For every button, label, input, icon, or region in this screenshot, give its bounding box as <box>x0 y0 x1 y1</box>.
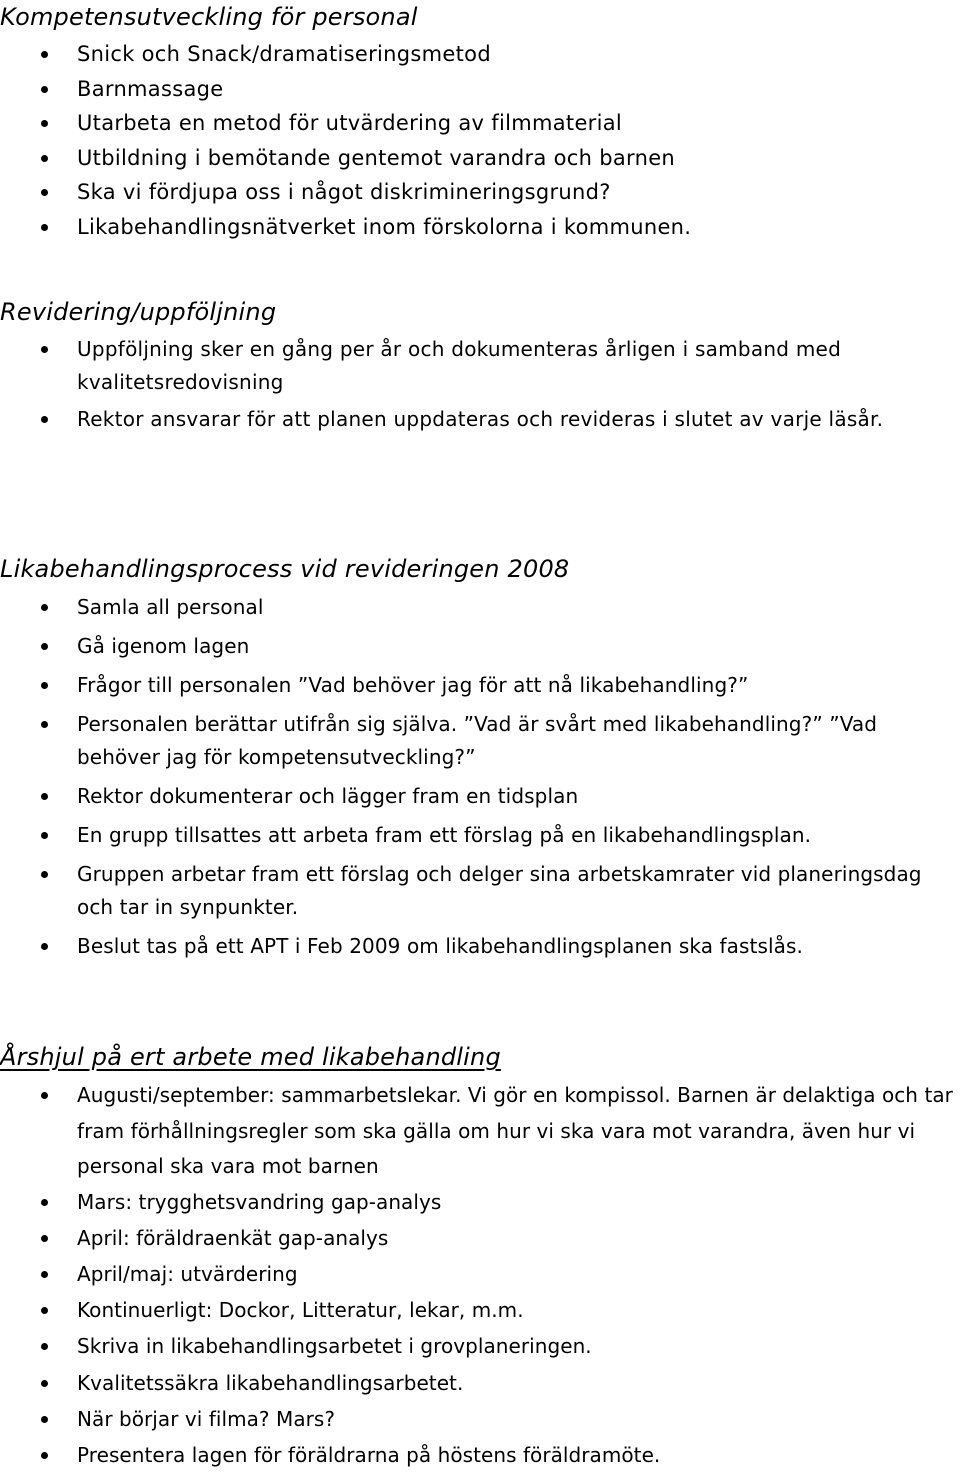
list-item <box>0 1366 960 1402</box>
bullet-icon <box>41 1235 48 1242</box>
list-item <box>0 1221 960 1257</box>
list-item <box>0 1329 960 1365</box>
section-heading: Likabehandlingsprocess vid revideringen 2008 <box>0 555 570 583</box>
bullet-list <box>0 1078 960 1473</box>
bullet-icon <box>41 1307 48 1314</box>
bullet-icon <box>41 346 48 353</box>
list-item-text: Mars: trygghetsvandring gap-analys <box>77 1190 442 1215</box>
section-kompetensutveckling <box>0 0 960 245</box>
list-item <box>0 930 960 963</box>
list-item-text: Rektor dokumenterar och lägger fram en tidsplan <box>77 784 579 808</box>
section-likabehandlingsprocess <box>0 552 960 969</box>
list-item-text: Kontinuerligt: Dockor, Litteratur, lekar, m.m. <box>77 1298 524 1323</box>
bullet-icon <box>41 1343 48 1350</box>
bullet-icon <box>41 1271 48 1278</box>
list-item-text: April/maj: utvärdering <box>77 1262 298 1287</box>
bullet-icon <box>41 120 48 127</box>
list-item <box>0 1402 960 1438</box>
list-item <box>0 1257 960 1293</box>
bullet-icon <box>41 1416 48 1423</box>
bullet-list <box>0 333 960 436</box>
bullet-icon <box>41 155 48 162</box>
list-item <box>0 858 960 924</box>
bullet-icon <box>41 721 48 728</box>
list-item-text: April: föräldraenkät gap-analys <box>77 1226 389 1251</box>
list-item-text: Gruppen arbetar fram ett förslag och delger sina arbetskamrater vid planeringsdag och tar in synpunkter. <box>77 862 922 919</box>
list-item-text: Rektor ansvarar för att planen uppdateras och revideras i slutet av varje läsår. <box>77 407 884 431</box>
list-item <box>0 72 960 107</box>
list-item-text: Frågor till personalen ”Vad behöver jag för att nå likabehandling?” <box>77 673 749 697</box>
list-item <box>0 1293 960 1329</box>
bullet-icon <box>41 1199 48 1206</box>
bullet-icon <box>41 871 48 878</box>
list-item-text: Barnmassage <box>77 76 224 101</box>
list-item <box>0 403 960 436</box>
bullet-icon <box>41 189 48 196</box>
bullet-icon <box>41 416 48 423</box>
list-item-text: När börjar vi filma? Mars? <box>77 1406 336 1431</box>
list-item-text: Augusti/september: sammarbetslekar. Vi gör en kompissol. Barnen är delaktiga och tar fram förhållningsregler som ska gälla om hur vi ska vara mot varandra, även hur vi personal ska vara mot barnen <box>77 1083 953 1178</box>
list-item <box>0 780 960 813</box>
list-item-text: Skriva in likabehandlingsarbetet i grovplaneringen. <box>77 1334 592 1359</box>
bullet-list <box>0 37 960 245</box>
list-item-text: Ska vi fördjupa oss i något diskrimineringsgrund? <box>77 180 611 205</box>
list-item-text: Utarbeta en metod för utvärdering av filmmaterial <box>77 111 623 136</box>
bullet-icon <box>41 86 48 93</box>
section-heading: Revidering/uppföljning <box>0 298 277 326</box>
list-item-text: Samla all personal <box>77 595 264 619</box>
section-arshjul <box>0 1040 960 1474</box>
bullet-icon <box>41 793 48 800</box>
section-heading: Årshjul på ert arbete med likabehandling <box>0 1043 501 1071</box>
list-item-text: Gå igenom lagen <box>77 634 250 658</box>
list-item-text: Beslut tas på ett APT i Feb 2009 om likabehandlingsplanen ska fastslås. <box>77 934 803 958</box>
list-item-text: Kvalitetssäkra likabehandlingsarbetet. <box>77 1370 464 1395</box>
list-item-text: Snick och Snack/dramatiseringsmetod <box>77 42 491 66</box>
list-item-text: Personalen berättar utifrån sig själva. ”Vad är svårt med likabehandling?” ”Vad behöver jag för kompetensutveckling?” <box>77 712 878 769</box>
bullet-icon <box>41 1092 48 1099</box>
list-item-text: Uppföljning sker en gång per år och dokumenteras årligen i samband med kvalitetsredovisning <box>77 337 842 394</box>
bullet-icon <box>41 1452 48 1459</box>
list-item <box>0 1438 960 1474</box>
section-heading: Kompetensutveckling för personal <box>0 3 418 31</box>
list-item <box>0 708 960 774</box>
bullet-icon <box>41 1380 48 1387</box>
list-item <box>0 1078 960 1185</box>
bullet-icon <box>41 224 48 231</box>
bullet-icon <box>41 51 48 58</box>
list-item-text: En grupp tillsattes att arbeta fram ett förslag på en likabehandlingsplan. <box>77 823 812 847</box>
list-item <box>0 1185 960 1221</box>
bullet-icon <box>41 943 48 950</box>
bullet-icon <box>41 832 48 839</box>
list-item <box>0 591 960 624</box>
list-item <box>0 37 960 72</box>
list-item <box>0 630 960 663</box>
list-item <box>0 106 960 141</box>
bullet-icon <box>41 682 48 689</box>
list-item <box>0 210 960 245</box>
bullet-list <box>0 591 960 963</box>
list-item-text: Utbildning i bemötande gentemot varandra och barnen <box>77 145 676 170</box>
list-item-text: Likabehandlingsnätverket inom förskolorna i kommunen. <box>77 214 692 239</box>
section-revidering <box>0 295 960 440</box>
list-item <box>0 819 960 852</box>
bullet-icon <box>41 604 48 611</box>
list-item <box>0 141 960 176</box>
list-item-text: Presentera lagen för föräldrarna på höstens föräldramöte. <box>77 1442 661 1467</box>
list-item <box>0 333 960 399</box>
list-item <box>0 669 960 702</box>
list-item <box>0 175 960 210</box>
bullet-icon <box>41 643 48 650</box>
